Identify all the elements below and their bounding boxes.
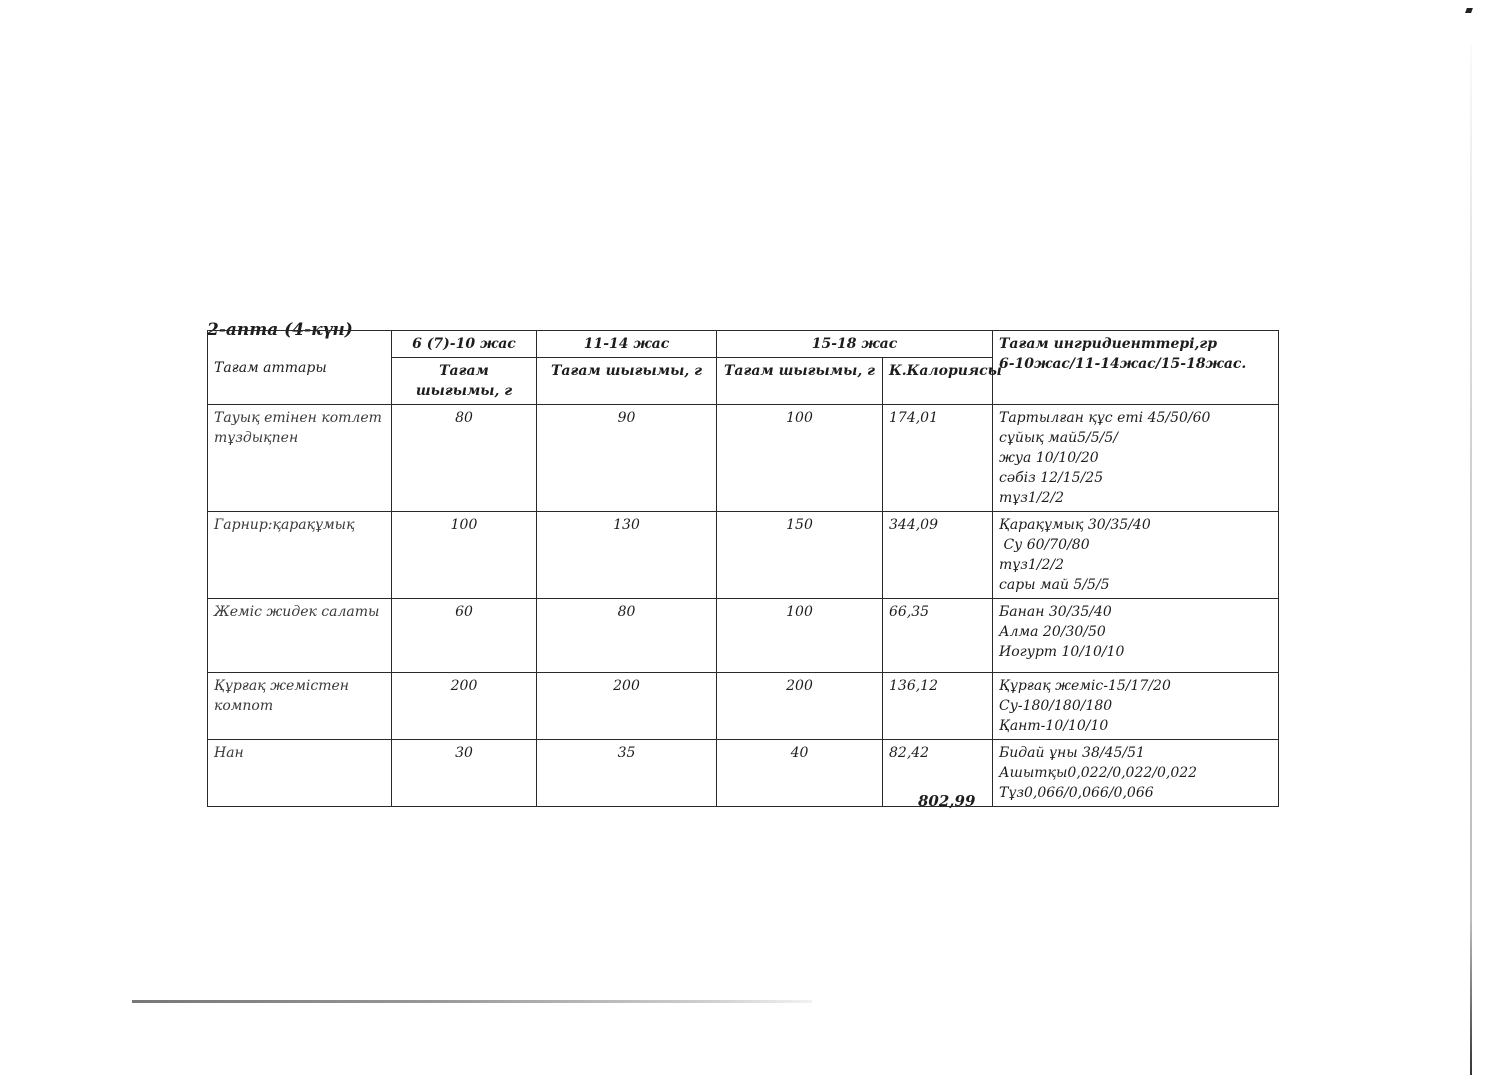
calories: 174,01 — [883, 405, 993, 512]
ingredients — [993, 405, 1279, 512]
portion-6-10: 80 — [392, 405, 537, 512]
calories-header: К.Калориясы — [883, 358, 993, 405]
dish-name: Гарнир:қарақұмық — [208, 512, 392, 599]
ingredient-line: Бидай ұны 38/45/51 — [999, 745, 1145, 761]
ingredient-line: Тартылған құс еті 45/50/60 — [999, 410, 1211, 426]
ingredient-line: Алма 20/30/50 — [999, 624, 1106, 640]
age-15-18-header: 15-18 жас — [717, 331, 993, 358]
portion-6-10-header: Тағам шығымы, г — [392, 358, 537, 405]
ingredients-header-text: Тағам ингридиенттері,гр 6-10жас/11-14жас/15-18жас. — [999, 336, 1247, 372]
ingredients — [993, 512, 1279, 599]
calories: 66,35 — [883, 599, 993, 673]
calories: 344,09 — [883, 512, 993, 599]
ingredient-line: жуа 10/10/20 — [999, 450, 1099, 466]
calories: 82,42 — [883, 740, 993, 807]
table-header-row — [208, 331, 1279, 358]
ingredient-line: Құрғақ жеміс-15/17/20 — [999, 678, 1171, 694]
ingredient-line: Су 60/70/80 — [999, 537, 1090, 553]
ingredient-line: Тұз0,066/0,066/0,066 — [999, 785, 1154, 801]
portion-11-14: 200 — [537, 673, 717, 740]
portion-11-14: 90 — [537, 405, 717, 512]
dish-name: Құрғақ жемістен компот — [208, 673, 392, 740]
ingredient-line: Қарақұмық 30/35/40 — [999, 517, 1151, 533]
ingredient-line: Қант-10/10/10 — [999, 718, 1109, 734]
portion-11-14: 80 — [537, 599, 717, 673]
portion-11-14: 130 — [537, 512, 717, 599]
portion-15-18-header: Тағам шығымы, г — [717, 358, 883, 405]
table-row — [208, 673, 1279, 740]
portion-15-18: 40 — [717, 740, 883, 807]
ingredients — [993, 740, 1279, 807]
ingredient-line: сары май 5/5/5 — [999, 577, 1110, 593]
portion-6-10: 100 — [392, 512, 537, 599]
portion-6-10: 60 — [392, 599, 537, 673]
page-title: 2-апта (4-күн) — [207, 320, 353, 340]
ingredients — [993, 599, 1279, 673]
portion-15-18: 200 — [717, 673, 883, 740]
ingredients — [993, 673, 1279, 740]
table-row — [208, 512, 1279, 599]
menu-table — [207, 330, 1279, 807]
ingredient-line: Банан 30/35/40 — [999, 604, 1112, 620]
scan-artifact-mark — [1465, 8, 1473, 13]
table-row — [208, 599, 1279, 673]
ingredient-line: сәбіз 12/15/25 — [999, 470, 1104, 486]
dish-name: Нан — [208, 740, 392, 807]
calories-total: 802,99 — [918, 792, 976, 810]
portion-11-14: 35 — [537, 740, 717, 807]
scan-artifact-edge — [1470, 45, 1472, 1075]
dish-name: Тауық етінен котлет тұздықпен — [208, 405, 392, 512]
portion-15-18: 100 — [717, 405, 883, 512]
portion-15-18: 150 — [717, 512, 883, 599]
table-row — [208, 740, 1279, 807]
ingredient-line: тұз1/2/2 — [999, 557, 1065, 573]
ingredient-line: тұз1/2/2 — [999, 490, 1065, 506]
ingredient-line: Иогурт 10/10/10 — [999, 644, 1125, 660]
age-6-10-header: 6 (7)-10 жас — [392, 331, 537, 358]
ingredient-line: Ашытқы0,022/0,022/0,022 — [999, 765, 1198, 781]
ingredient-line: Су-180/180/180 — [999, 698, 1113, 714]
ingredients-header — [993, 331, 1279, 405]
portion-11-14-header: Тағам шығымы, г — [537, 358, 717, 405]
table-row — [208, 405, 1279, 512]
portion-6-10: 30 — [392, 740, 537, 807]
portion-15-18: 100 — [717, 599, 883, 673]
age-11-14-header: 11-14 жас — [537, 331, 717, 358]
calories: 136,12 — [883, 673, 993, 740]
ingredient-line: сұйық май5/5/5/ — [999, 430, 1119, 446]
dish-name: Жеміс жидек салаты — [208, 599, 392, 673]
dish-names-header: Тағам аттары — [208, 331, 392, 405]
scan-artifact-line — [132, 1000, 812, 1003]
portion-6-10: 200 — [392, 673, 537, 740]
